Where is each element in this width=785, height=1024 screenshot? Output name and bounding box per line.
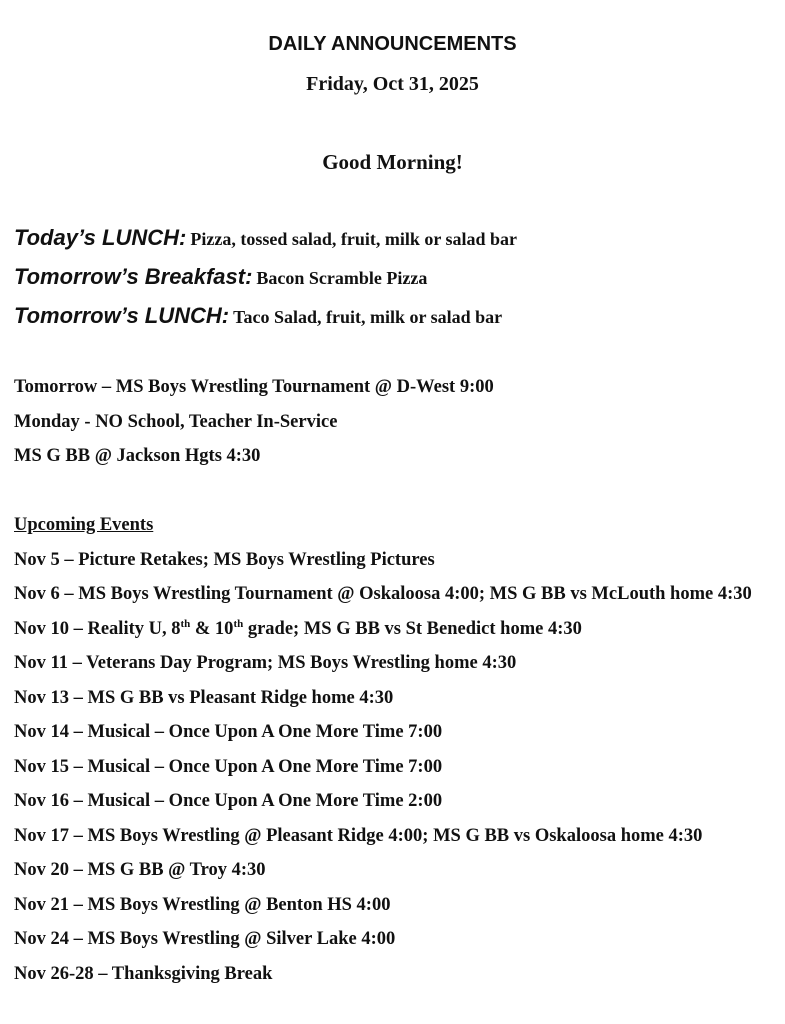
greeting: Good Morning! [322, 150, 463, 174]
event-item: Nov 20 – MS G BB @ Troy 4:30 [14, 860, 266, 880]
event-item: Nov 14 – Musical – Once Upon A One More Time 7:00 [14, 722, 443, 742]
meal-value: Taco Salad, fruit, milk or salad bar [233, 307, 503, 327]
event-item: Nov 16 – Musical – Once Upon A One More Time 2:00 [14, 791, 443, 811]
announcement-date: Friday, Oct 31, 2025 [306, 73, 479, 95]
event-text: Nov 10 – Reality U, 8 [14, 618, 181, 639]
announcement-line: Tomorrow – MS Boys Wrestling Tournament @ D-West 9:00 [14, 377, 494, 397]
meal-value: Bacon Scramble Pizza [256, 268, 428, 288]
event-text: grade; MS G BB vs St Benedict home 4:30 [243, 618, 582, 639]
meal-label: Today’s LUNCH: [14, 225, 187, 250]
meal-tomorrow-breakfast [14, 264, 517, 303]
announcement-line: MS G BB @ Jackson Hgts 4:30 [14, 446, 261, 466]
event-item: Nov 21 – MS Boys Wrestling @ Benton HS 4:00 [14, 894, 391, 915]
meal-tomorrow-lunch [14, 303, 517, 342]
ordinal-suffix: th [233, 617, 244, 630]
upcoming-events-heading: Upcoming Events [14, 515, 154, 535]
upcoming-events [14, 508, 779, 991]
today-announcements [14, 370, 779, 474]
event-item: Nov 26-28 – Thanksgiving Break [14, 963, 273, 984]
event-item: Nov 15 – Musical – Once Upon A One More Time 7:00 [14, 756, 443, 777]
meal-today-lunch [14, 225, 517, 264]
event-item: Nov 24 – MS Boys Wrestling @ Silver Lake 4:00 [14, 929, 396, 949]
meal-label: Tomorrow’s Breakfast: [14, 264, 253, 289]
meal-label: Tomorrow’s LUNCH: [14, 303, 230, 328]
event-item: Nov 5 – Picture Retakes; MS Boys Wrestling Pictures [14, 549, 435, 570]
announcement-line: Monday - NO School, Teacher In-Service [14, 411, 338, 432]
page-title: DAILY ANNOUNCEMENTS [268, 33, 517, 55]
meal-menu [14, 225, 517, 342]
meal-value: Pizza, tossed salad, fruit, milk or salad bar [190, 229, 518, 249]
event-item: Nov 6 – MS Boys Wrestling Tournament @ Oskaloosa 4:00; MS G BB vs McLouth home 4:30 [14, 584, 752, 604]
ordinal-suffix: th [180, 617, 191, 630]
event-item: Nov 13 – MS G BB vs Pleasant Ridge home 4:30 [14, 687, 394, 708]
event-text: & 10 [190, 618, 234, 639]
event-item: Nov 17 – MS Boys Wrestling @ Pleasant Ridge 4:00; MS G BB vs Oskaloosa home 4:30 [14, 825, 703, 846]
event-item [14, 612, 779, 647]
event-item: Nov 11 – Veterans Day Program; MS Boys Wrestling home 4:30 [14, 653, 517, 673]
